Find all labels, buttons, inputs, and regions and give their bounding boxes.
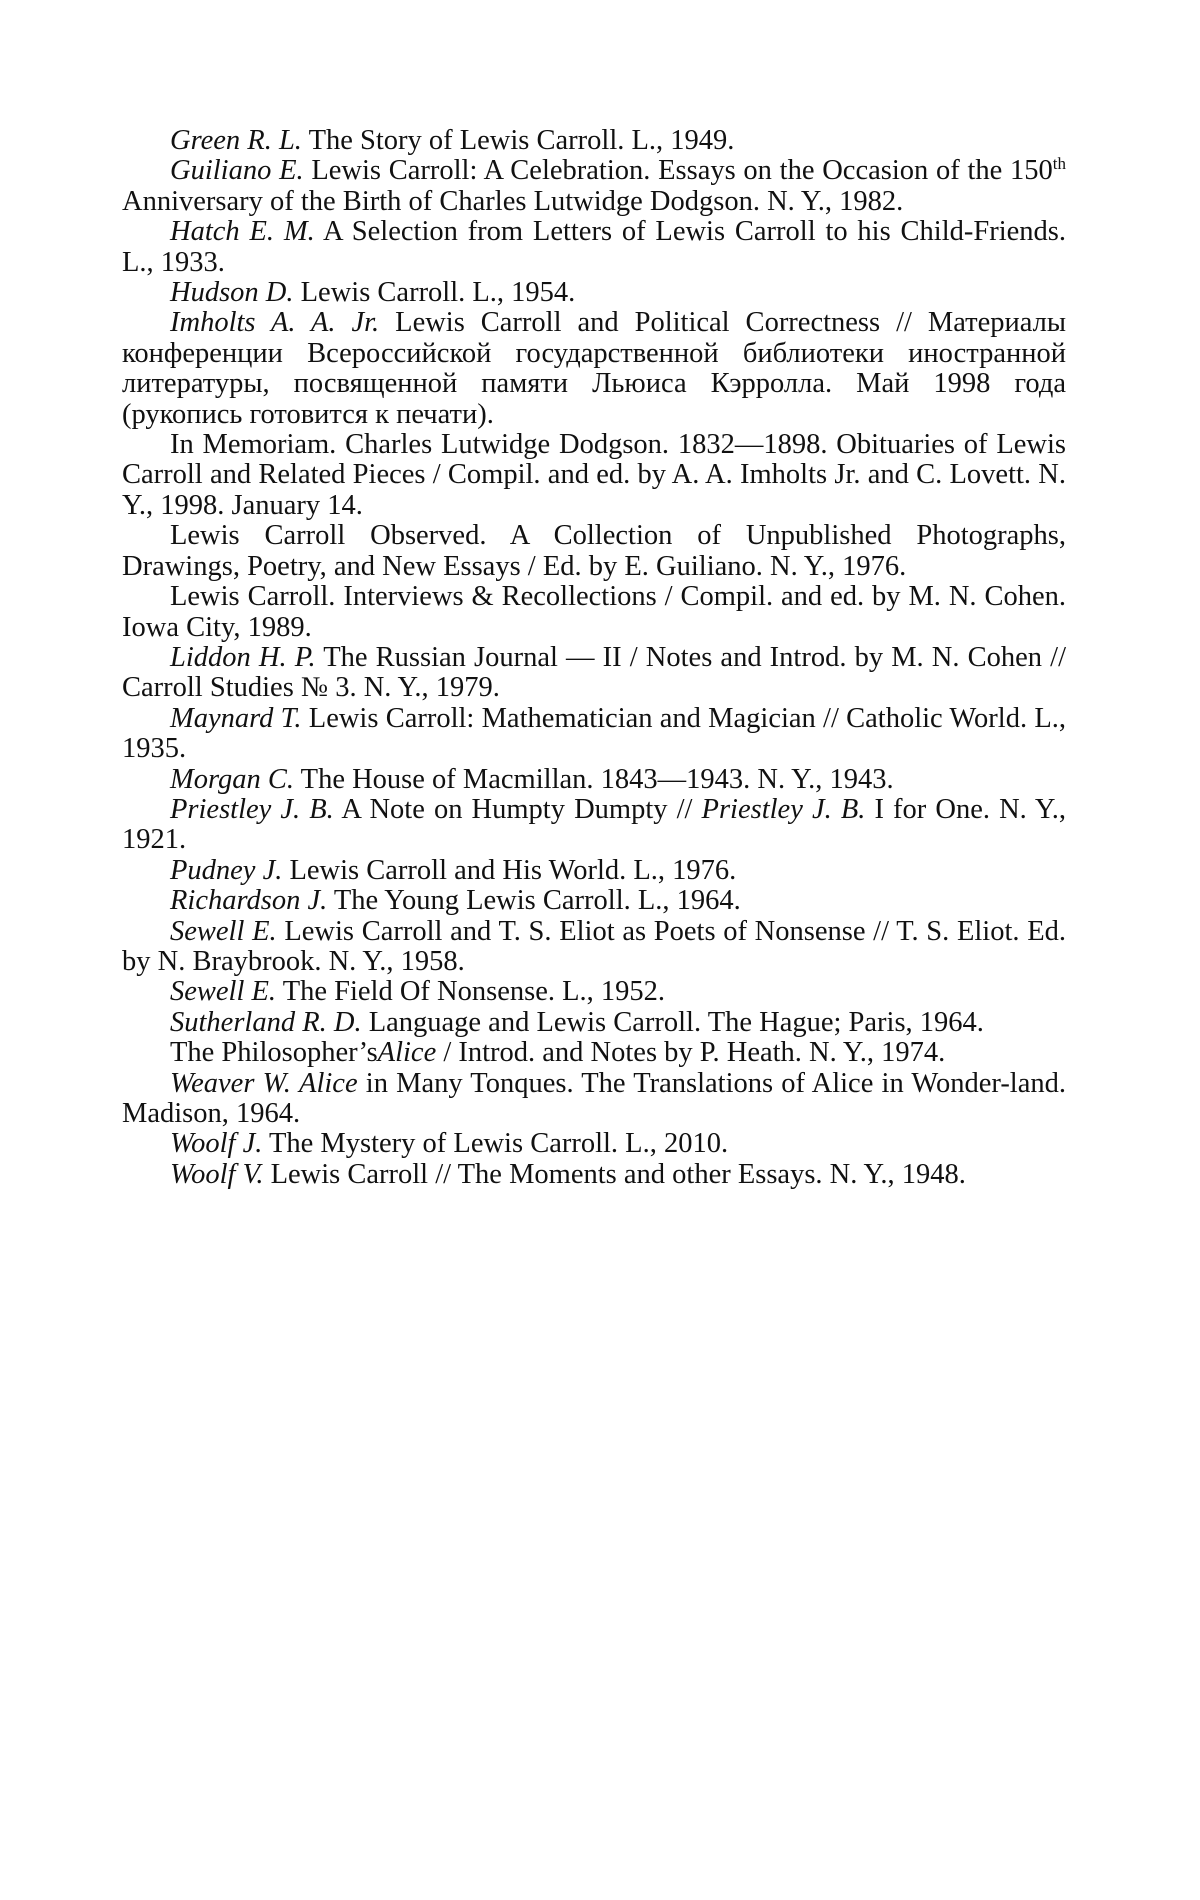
entry-text-after: Anniversary of the Birth of Charles Lutwidge Dodgson. N. Y., 1982. (122, 185, 904, 217)
entry-text: A Note on Humpty Dumpty // (341, 793, 693, 825)
entry-author: Liddon H. P. (170, 641, 316, 673)
bibliography-entry (122, 856, 1066, 886)
entry-author: Sewell E. (170, 976, 277, 1008)
entry-text: Language and Lewis Carroll. The Hague; Paris, 1964. (368, 1006, 984, 1038)
entry-author: Maynard T. (170, 702, 302, 734)
entry-author: Hudson D. (170, 277, 294, 309)
entry-text: Lewis Carroll and His World. L., 1976. (289, 854, 737, 886)
bibliography-entry (122, 156, 1066, 217)
bibliography-entry (122, 1160, 1066, 1190)
entry-text: The Field Of Nonsense. L., 1952. (282, 976, 666, 1008)
entry-text: A Selection from Letters of Lewis Carroll to his Child-Friends. L., 1933. (122, 216, 1066, 278)
entry-italic-title: Alice (299, 1067, 358, 1099)
bibliography-entry (122, 977, 1066, 1007)
bibliography-entry (122, 1008, 1066, 1038)
bibliography-entry (122, 1038, 1066, 1068)
entry-text: Lewis Carroll. L., 1954. (300, 277, 576, 309)
entry-ordinal-suffix: th (1052, 154, 1067, 174)
entry-author: Morgan C. (170, 763, 295, 795)
bibliography-entry (122, 795, 1066, 856)
bibliography-list (122, 126, 1066, 1190)
entry-author: Richardson J. (170, 885, 328, 917)
bibliography-entry (122, 521, 1066, 582)
bibliography-entry (122, 704, 1066, 765)
entry-author: Woolf V. (170, 1158, 264, 1190)
bibliography-entry (122, 765, 1066, 795)
entry-author: Imholts A. A. Jr. (170, 307, 380, 339)
entry-author: Sewell E. (170, 915, 277, 947)
entry-text: Lewis Carroll and T. S. Eliot as Poets of Nonsense // T. S. Eliot. Ed. by N. Braybrook. N. Y., 1958. (122, 915, 1067, 977)
bibliography-entry (122, 643, 1066, 704)
entry-text: in Many Tonques. The Translations of Alice in Wonder-land. Madison, 1964. (122, 1067, 1066, 1129)
bibliography-entry (122, 217, 1066, 278)
entry-text: In Memoriam. Charles Lutwidge Dodgson. 1832—1898. Obituaries of Lewis Carroll and Related Pieces / Compil. and ed. by A. A. Imholts Jr. and C. Lovett. N. Y., 1998. January 14. (122, 429, 1066, 521)
bibliography-entry (122, 126, 1066, 156)
entry-text: Lewis Carroll Observed. A Collection of Unpublished Photographs, Drawings, Poetry, and New Essays / Ed. by E. Guiliano. N. Y., 1976. (122, 520, 1066, 582)
entry-ordinal-number: 150 (1010, 155, 1053, 187)
entry-author: Priestley J. B. (170, 793, 334, 825)
bibliography-entry (122, 917, 1066, 978)
bibliography-entry (122, 886, 1066, 916)
entry-text: The House of Macmillan. 1843—1943. N. Y., 1943. (300, 763, 894, 795)
entry-author: Sutherland R. D. (170, 1006, 362, 1038)
entry-text: Lewis Carroll: A Celebration. Essays on the Occasion of the (311, 155, 1011, 187)
entry-text: The Mystery of Lewis Carroll. L., 2010. (269, 1128, 729, 1160)
entry-author: Weaver W. (170, 1067, 291, 1099)
entry-text: Lewis Carroll and Political Correctness // Материалы конференции Всероссийской государственной библиотеки иностранной литературы, посвященной памяти Льюиса Кэрролла. Май 1998 года (рукопись готовится к печати). (122, 307, 1067, 430)
entry-text-after: / Introd. and Notes by P. Heath. N. Y., 1974. (443, 1037, 946, 1069)
entry-italic-author: Priestley J. B. (701, 793, 866, 825)
bibliography-entry (122, 1129, 1066, 1159)
bibliography-entry (122, 1069, 1066, 1130)
entry-text: The Young Lewis Carroll. L., 1964. (333, 885, 741, 917)
bibliography-entry (122, 308, 1066, 430)
entry-text: The Philosopher’s (170, 1037, 378, 1069)
entry-author: Green R. L. (170, 125, 302, 156)
bibliography-entry (122, 278, 1066, 308)
entry-italic-title: Alice (377, 1037, 437, 1069)
entry-author: Woolf J. (170, 1128, 263, 1160)
entry-text: Lewis Carroll // The Moments and other Essays. N. Y., 1948. (270, 1158, 966, 1190)
entry-text-after: I for One. N. Y., 1921. (122, 793, 1067, 856)
entry-text: The Russian Journal — II / Notes and Introd. by M. N. Cohen // Carroll Studies № 3. N. Y., 1979. (122, 641, 1066, 704)
bibliography-entry (122, 582, 1066, 643)
entry-text: Lewis Carroll. Interviews & Recollections / Compil. and ed. by M. N. Cohen. Iowa City, 1989. (122, 581, 1066, 643)
entry-text: Lewis Carroll: Mathematician and Magician // Catholic World. L., 1935. (122, 702, 1066, 765)
entry-author: Hatch E. M. (170, 216, 315, 248)
entry-text: The Story of Lewis Carroll. L., 1949. (308, 125, 735, 156)
bibliography-entry (122, 430, 1066, 521)
entry-author: Pudney J. (170, 854, 283, 886)
entry-author: Guiliano E. (170, 155, 304, 187)
